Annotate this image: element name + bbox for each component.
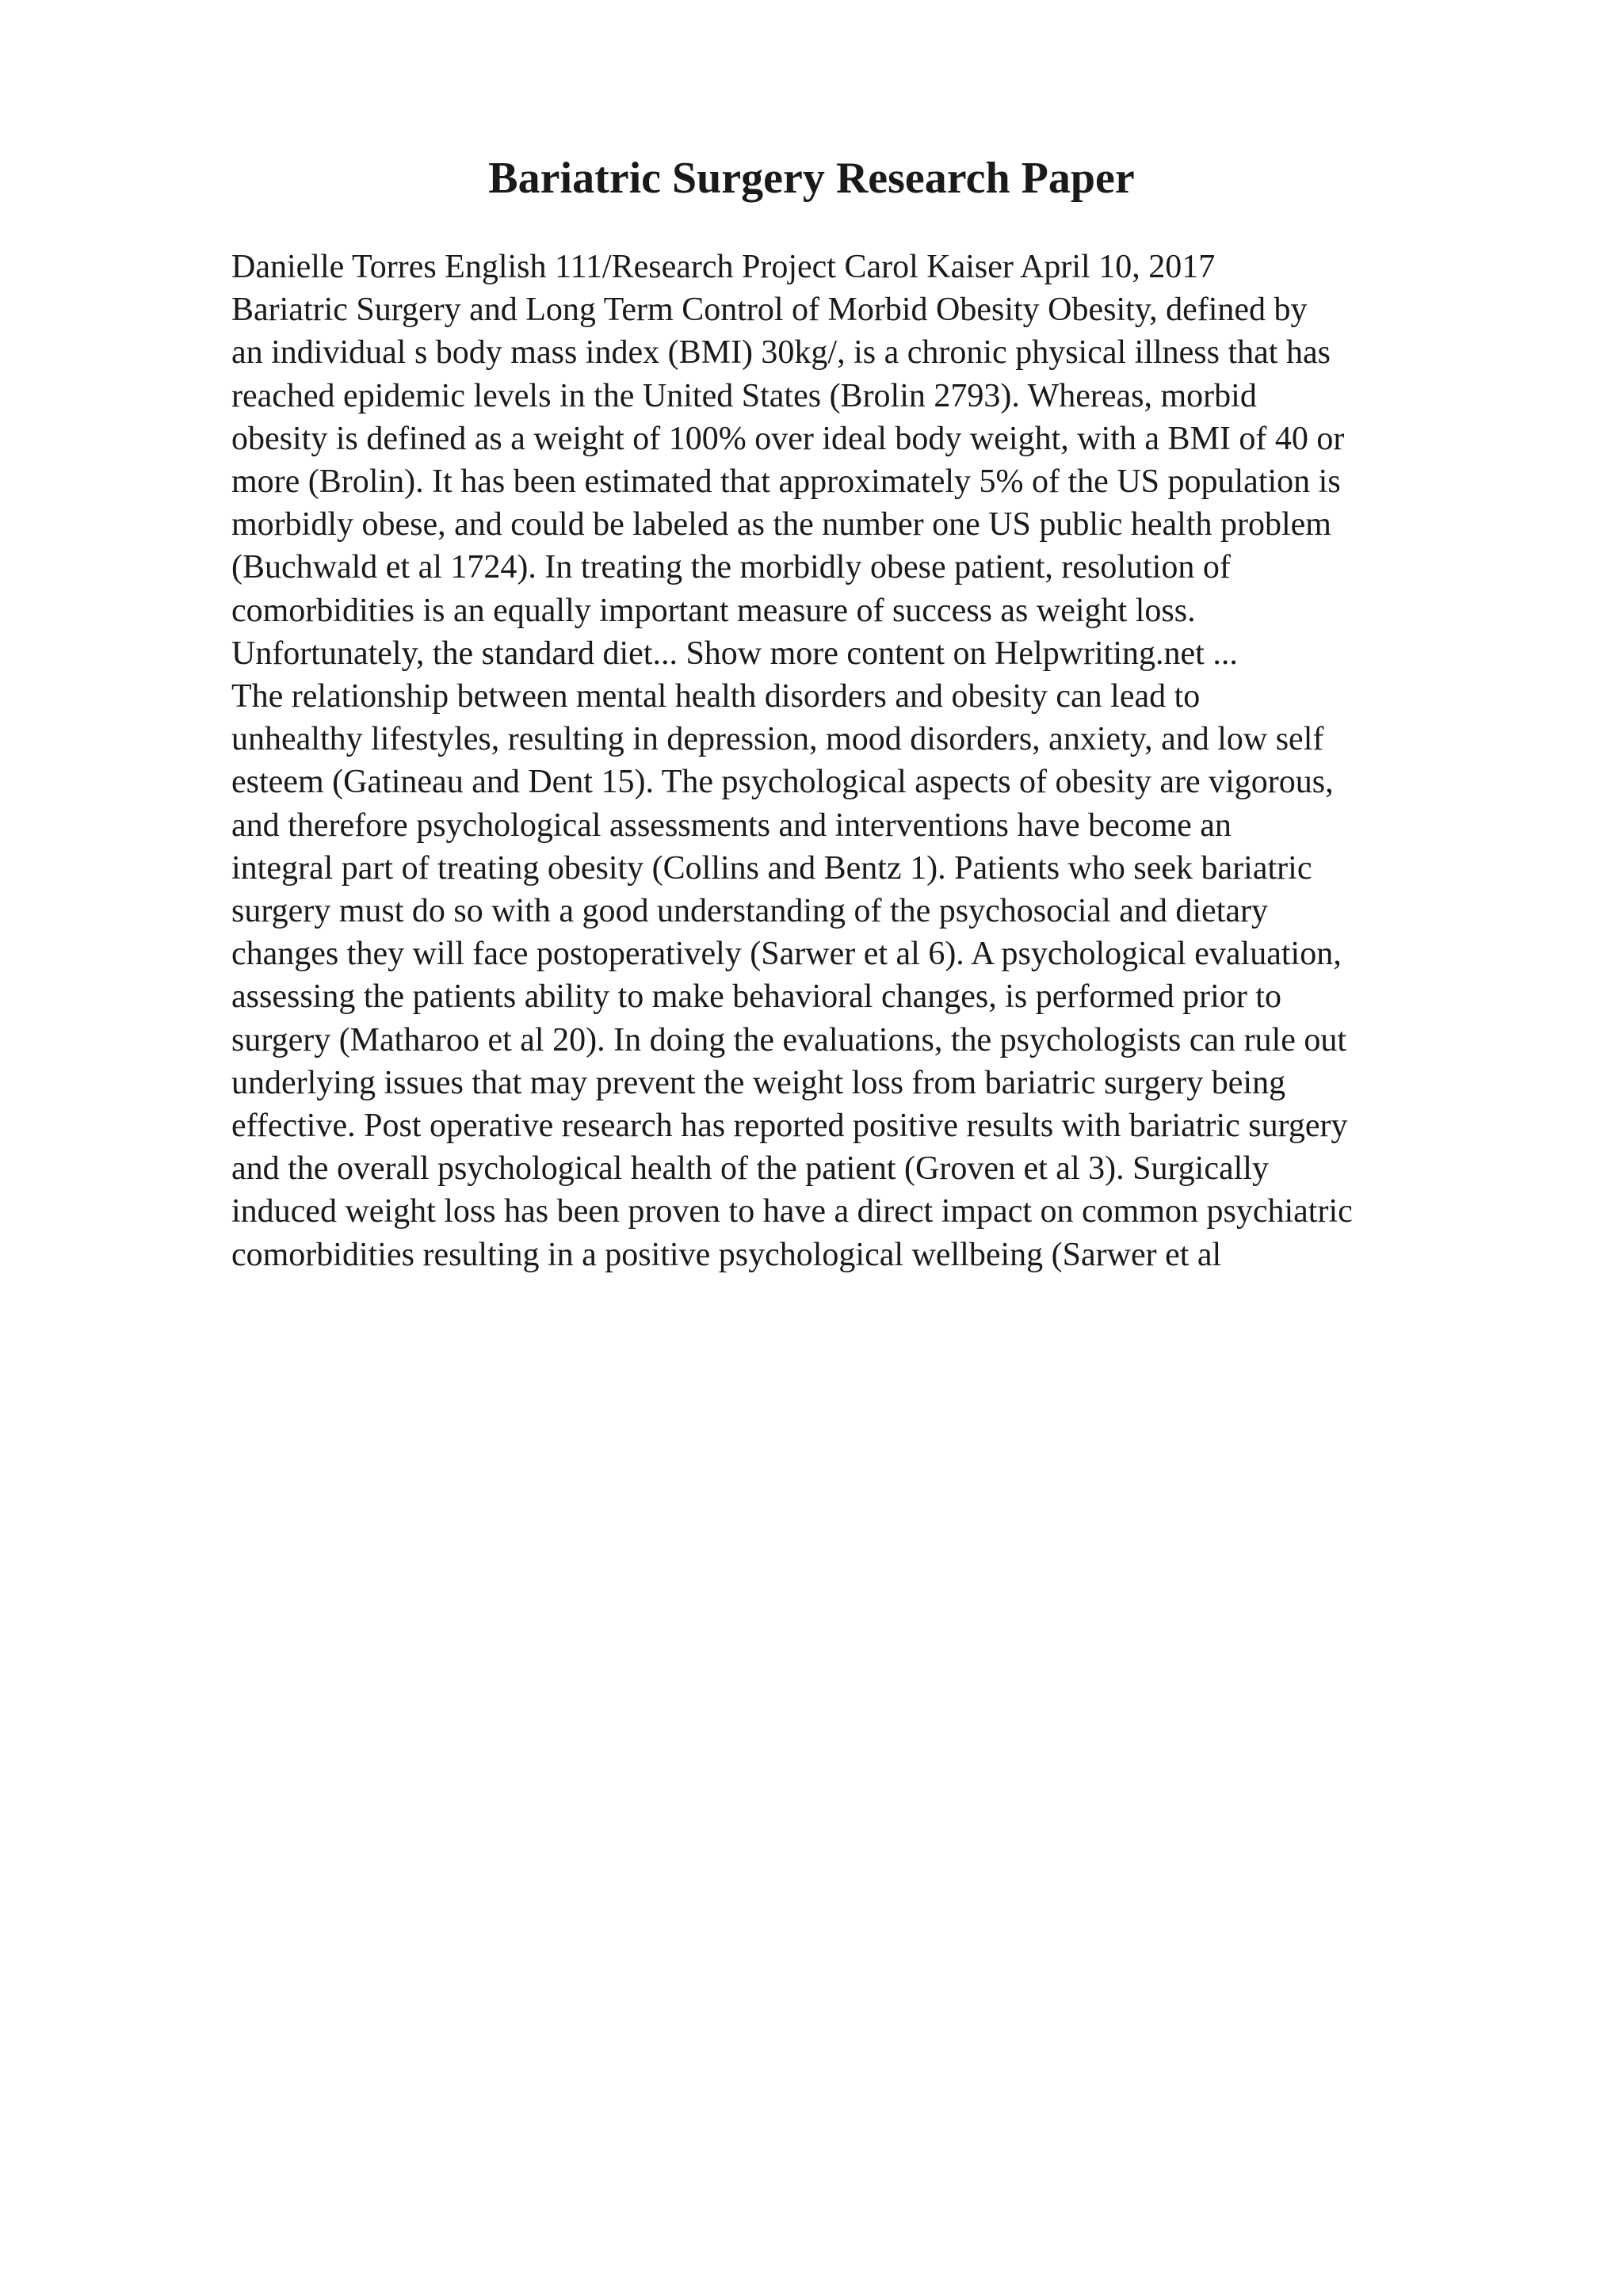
text-line: an individual s body mass index (BMI) 30kg/, is a chronic physical illness that has xyxy=(231,334,1331,372)
page-title: Bariatric Surgery Research Paper xyxy=(488,154,1135,203)
text-line: Danielle Torres English 111/Research Project Carol Kaiser April 10, 2017 xyxy=(231,249,1216,285)
text-line: (Buchwald et al 1724). In treating the morbidly obese patient, resolution of xyxy=(231,549,1231,586)
text-line: unhealthy lifestyles, resulting in depression, mood disorders, anxiety, and low self xyxy=(231,721,1324,758)
text-line: surgery must do so with a good understanding of the psychosocial and dietary xyxy=(231,893,1268,930)
text-line: changes they will face postoperatively (Sarwer et al 6). A psychological evaluation, xyxy=(231,936,1342,973)
text-line: assessing the patients ability to make behavioral changes, is performed prior to xyxy=(231,978,1281,1016)
text-line: induced weight loss has been proven to have a direct impact on common psychiatric xyxy=(231,1193,1353,1230)
text-line: and therefore psychological assessments and interventions have become an xyxy=(231,807,1232,844)
text-line: Bariatric Surgery and Long Term Control of Morbid Obesity Obesity, defined by xyxy=(231,292,1308,329)
text-line: more (Brolin). It has been estimated that approximately 5% of the US population is xyxy=(231,463,1341,501)
text-line: The relationship between mental health disorders and obesity can lead to xyxy=(231,678,1201,715)
text-line: morbidly obese, and could be labeled as the number one US public health problem xyxy=(231,506,1331,543)
text-line: integral part of treating obesity (Collins and Bentz 1). Patients who seek bariatric xyxy=(231,849,1312,887)
text-line: comorbidities resulting in a positive psychological wellbeing (Sarwer et al xyxy=(231,1236,1222,1273)
text-line: comorbidities is an equally important measure of success as weight loss. xyxy=(231,592,1196,629)
text-line: underlying issues that may prevent the weight loss from bariatric surgery being xyxy=(231,1064,1286,1101)
text-line: Unfortunately, the standard diet... Show more content on Helpwriting.net ... xyxy=(231,635,1238,672)
text-line: and the overall psychological health of the patient (Groven et al 3). Surgically xyxy=(231,1150,1269,1188)
text-line: reached epidemic levels in the United States (Brolin 2793). Whereas, morbid xyxy=(231,377,1257,414)
text-line: surgery (Matharoo et al 20). In doing the evaluations, the psychologists can rule out xyxy=(231,1021,1347,1058)
body-text xyxy=(231,246,1484,1276)
text-line: effective. Post operative research has reported positive results with bariatric surgery xyxy=(231,1108,1348,1145)
text-line: obesity is defined as a weight of 100% over ideal body weight, with a BMI of 40 or xyxy=(231,420,1345,457)
text-line: esteem (Gatineau and Dent 15). The psychological aspects of obesity are vigorous, xyxy=(231,764,1334,801)
